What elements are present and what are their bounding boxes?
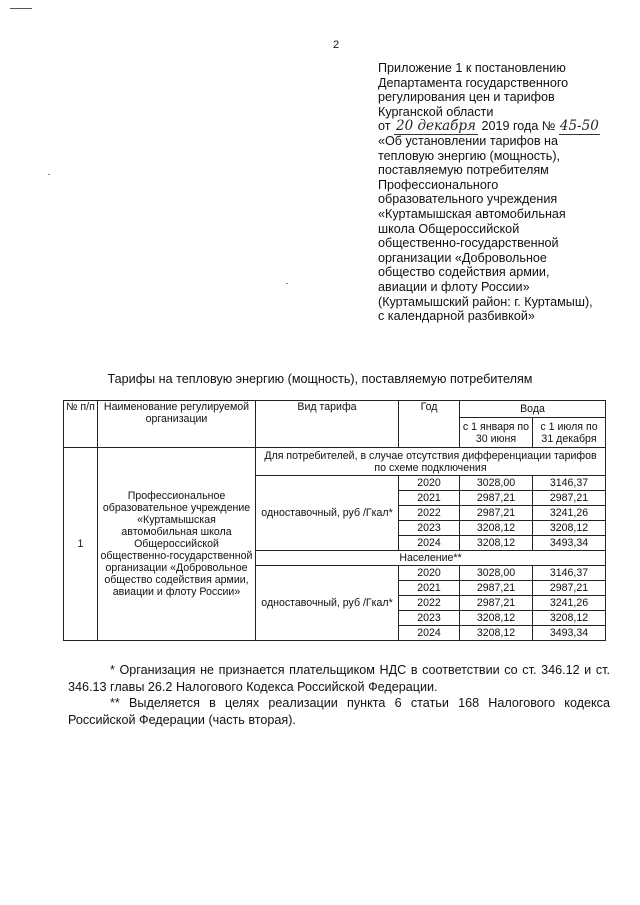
value-h1: 2987,21 — [460, 596, 533, 611]
appendix-block — [378, 61, 628, 324]
appendix-title-line: тепловую энергию (мощность), — [378, 148, 561, 163]
scan-speck — [286, 283, 288, 284]
appendix-date-line — [378, 119, 628, 134]
value-h1: 3208,12 — [460, 536, 533, 551]
scan-speck — [48, 174, 50, 175]
appendix-title-line: авиации и флоту России» — [378, 279, 530, 294]
appendix-title-line: «Об установлении тарифов на — [378, 133, 559, 148]
value-h1: 3028,00 — [460, 566, 533, 581]
value-h2: 3146,37 — [533, 566, 606, 581]
appendix-line: регулирования цен и тарифов — [378, 90, 555, 105]
value-h1: 2987,21 — [460, 506, 533, 521]
date-year: 2019 года № — [481, 119, 556, 134]
handwritten-number: 45-50 — [559, 118, 599, 135]
value-h2: 3208,12 — [533, 611, 606, 626]
appendix-title-line: общественно-государственной — [378, 236, 559, 251]
year-cell: 2022 — [399, 596, 460, 611]
header-tariff-type: Вид тарифа — [256, 401, 399, 448]
footnote-vat: * Организация не признается плательщиком НДС в соответствии со ст. 346.12 и ст. 346.13 главы 26.2 Налогового Кодекса Российской Федерации. — [68, 663, 610, 694]
corner-mark — [10, 8, 32, 9]
value-h2: 3146,37 — [533, 476, 606, 491]
header-half-2: с 1 июля по 31 декабря — [533, 418, 606, 448]
appendix-title-line: поставляемую потребителям — [378, 163, 549, 178]
organization-name: Профессиональное образовательное учреждение «Куртамышская автомобильная школа Общероссийской общественно-государственной организации «Добровольное общество содействия армии, авиации и флоту России» — [98, 448, 256, 641]
value-h1: 2987,21 — [460, 491, 533, 506]
group-title: Для потребителей, в случае отсутствия дифференциации тарифов по схеме подключения — [256, 448, 606, 476]
value-h1: 3028,00 — [460, 476, 533, 491]
appendix-title-line: «Куртамышская автомобильная — [378, 206, 566, 221]
value-h1: 3208,12 — [460, 626, 533, 641]
tariff-type-cell: одноставочный, руб /Гкал* — [256, 566, 399, 641]
header-water: Вода — [460, 401, 606, 418]
value-h1: 3208,12 — [460, 521, 533, 536]
handwritten-date: 20 декабря — [396, 118, 476, 135]
appendix-title-line: организации «Добровольное — [378, 250, 547, 265]
value-h2: 3208,12 — [533, 521, 606, 536]
appendix-title-line: образовательного учреждения — [378, 192, 558, 207]
appendix-title-line: общество содействия армии, — [378, 265, 550, 280]
year-cell: 2022 — [399, 506, 460, 521]
tariff-table — [63, 400, 606, 641]
value-h1: 2987,21 — [460, 581, 533, 596]
tariff-type-cell: одноставочный, руб /Гкал* — [256, 476, 399, 551]
value-h2: 3241,26 — [533, 596, 606, 611]
year-cell: 2020 — [399, 566, 460, 581]
footnotes — [68, 662, 610, 728]
value-h2: 2987,21 — [533, 491, 606, 506]
table-heading: Тарифы на тепловую энергию (мощность), поставляемую потребителям — [107, 372, 533, 386]
value-h2: 3241,26 — [533, 506, 606, 521]
footnote-population: ** Выделяется в целях реализации пункта 6 статьи 168 Налогового кодекса Российской Федерации (часть вторая). — [68, 696, 610, 727]
value-h2: 2987,21 — [533, 581, 606, 596]
header-organization: Наименование регулируемой организации — [98, 401, 256, 448]
year-cell: 2021 — [399, 491, 460, 506]
appendix-title-line: (Куртамышский район: г. Куртамыш), — [378, 294, 593, 309]
header-half-1: с 1 января по 30 июня — [460, 418, 533, 448]
page-number: 2 — [333, 39, 340, 51]
date-prefix: от — [378, 119, 391, 134]
value-h1: 3208,12 — [460, 611, 533, 626]
year-cell: 2024 — [399, 536, 460, 551]
year-cell: 2023 — [399, 521, 460, 536]
header-num: № п/п — [64, 401, 98, 448]
header-year: Год — [399, 401, 460, 448]
appendix-title-line: с календарной разбивкой» — [378, 309, 535, 324]
appendix-line: Департамента государственного — [378, 75, 569, 90]
year-cell: 2020 — [399, 476, 460, 491]
appendix-line: Приложение 1 к постановлению — [378, 61, 566, 75]
year-cell: 2024 — [399, 626, 460, 641]
year-cell: 2021 — [399, 581, 460, 596]
value-h2: 3493,34 — [533, 536, 606, 551]
appendix-line: Курганской области — [378, 104, 494, 119]
appendix-title-line: Профессионального — [378, 177, 499, 192]
year-cell: 2023 — [399, 611, 460, 626]
group-title: Население** — [256, 551, 606, 566]
row-number: 1 — [64, 448, 98, 641]
value-h2: 3493,34 — [533, 626, 606, 641]
appendix-title-line: школа Общероссийской — [378, 221, 520, 236]
